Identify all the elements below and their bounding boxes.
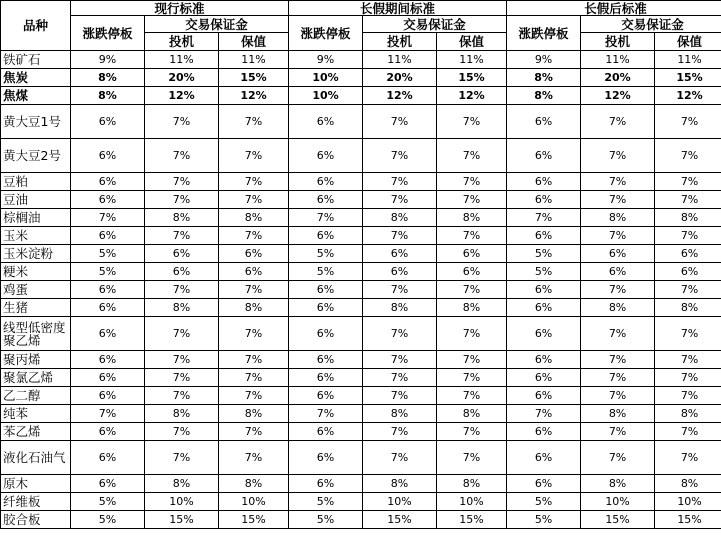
cell-limit-after: 6% (507, 191, 581, 209)
table-row (1, 227, 721, 245)
table-row (1, 405, 721, 423)
header-spec-after: 投机 (581, 33, 655, 51)
cell-limit-after: 8% (507, 87, 581, 105)
product-name: 液化石油气 (1, 441, 71, 475)
cell-limit-holiday: 7% (289, 209, 363, 227)
cell-spec-current: 10% (145, 493, 219, 511)
cell-spec-after: 7% (581, 369, 655, 387)
cell-hedge-after: 7% (655, 387, 721, 405)
cell-limit-holiday: 10% (289, 87, 363, 105)
table-row (1, 511, 721, 529)
cell-limit-after: 6% (507, 441, 581, 475)
cell-hedge-holiday: 7% (437, 227, 507, 245)
header-group-holiday: 长假期间标准 (289, 1, 507, 16)
cell-hedge-holiday: 8% (437, 405, 507, 423)
table-row (1, 87, 721, 105)
cell-limit-current: 6% (71, 191, 145, 209)
cell-spec-current: 7% (145, 317, 219, 351)
cell-spec-current: 6% (145, 263, 219, 281)
header-spec-holiday: 投机 (363, 33, 437, 51)
cell-limit-holiday: 5% (289, 245, 363, 263)
cell-spec-after: 6% (581, 263, 655, 281)
cell-hedge-holiday: 7% (437, 351, 507, 369)
cell-spec-after: 11% (581, 51, 655, 69)
cell-spec-after: 7% (581, 227, 655, 245)
cell-hedge-current: 7% (219, 139, 289, 173)
cell-limit-holiday: 6% (289, 369, 363, 387)
cell-limit-current: 9% (71, 51, 145, 69)
cell-hedge-after: 15% (655, 511, 721, 529)
cell-limit-holiday: 6% (289, 475, 363, 493)
cell-spec-after: 8% (581, 405, 655, 423)
cell-hedge-after: 6% (655, 245, 721, 263)
table-row (1, 475, 721, 493)
cell-spec-holiday: 7% (363, 369, 437, 387)
cell-hedge-holiday: 7% (437, 105, 507, 139)
cell-limit-current: 5% (71, 511, 145, 529)
cell-limit-holiday: 6% (289, 317, 363, 351)
cell-limit-after: 6% (507, 387, 581, 405)
header-margin-holiday: 交易保证金 (363, 16, 507, 33)
cell-limit-after: 6% (507, 299, 581, 317)
table-row (1, 317, 721, 351)
cell-hedge-after: 7% (655, 227, 721, 245)
cell-spec-holiday: 7% (363, 317, 437, 351)
cell-hedge-current: 7% (219, 387, 289, 405)
cell-hedge-current: 7% (219, 173, 289, 191)
cell-limit-current: 6% (71, 173, 145, 191)
cell-hedge-current: 7% (219, 369, 289, 387)
table-row (1, 423, 721, 441)
cell-spec-holiday: 7% (363, 227, 437, 245)
cell-spec-current: 11% (145, 51, 219, 69)
table-row (1, 441, 721, 475)
cell-hedge-current: 6% (219, 245, 289, 263)
cell-hedge-after: 7% (655, 105, 721, 139)
cell-limit-after: 5% (507, 511, 581, 529)
cell-spec-current: 7% (145, 387, 219, 405)
cell-limit-current: 6% (71, 299, 145, 317)
cell-spec-holiday: 6% (363, 245, 437, 263)
cell-hedge-holiday: 15% (437, 69, 507, 87)
cell-hedge-after: 8% (655, 475, 721, 493)
cell-limit-holiday: 6% (289, 139, 363, 173)
cell-limit-after: 7% (507, 405, 581, 423)
cell-spec-after: 12% (581, 87, 655, 105)
cell-hedge-after: 11% (655, 51, 721, 69)
table-row (1, 263, 721, 281)
cell-hedge-holiday: 8% (437, 299, 507, 317)
cell-hedge-after: 7% (655, 351, 721, 369)
cell-limit-holiday: 5% (289, 493, 363, 511)
header-product: 品种 (1, 1, 71, 51)
cell-spec-after: 7% (581, 173, 655, 191)
cell-spec-current: 8% (145, 209, 219, 227)
cell-spec-holiday: 7% (363, 423, 437, 441)
cell-hedge-holiday: 12% (437, 87, 507, 105)
cell-limit-holiday: 5% (289, 511, 363, 529)
cell-hedge-holiday: 7% (437, 387, 507, 405)
cell-limit-after: 6% (507, 369, 581, 387)
header-hedge-current: 保值 (219, 33, 289, 51)
cell-hedge-holiday: 7% (437, 369, 507, 387)
cell-spec-holiday: 7% (363, 173, 437, 191)
table-row (1, 281, 721, 299)
header-margin-current: 交易保证金 (145, 16, 289, 33)
cell-spec-current: 8% (145, 405, 219, 423)
cell-limit-current: 6% (71, 369, 145, 387)
cell-hedge-holiday: 7% (437, 317, 507, 351)
product-name: 豆粕 (1, 173, 71, 191)
table-row (1, 51, 721, 69)
cell-limit-current: 5% (71, 493, 145, 511)
product-name: 生猪 (1, 299, 71, 317)
cell-hedge-after: 7% (655, 281, 721, 299)
cell-spec-after: 15% (581, 511, 655, 529)
cell-hedge-holiday: 11% (437, 51, 507, 69)
cell-spec-after: 7% (581, 441, 655, 475)
header-group-after: 长假后标准 (507, 1, 721, 16)
header-hedge-holiday: 保值 (437, 33, 507, 51)
cell-spec-current: 8% (145, 299, 219, 317)
cell-spec-after: 7% (581, 191, 655, 209)
header-limit-current: 涨跌停板 (71, 16, 145, 51)
product-name: 聚氯乙烯 (1, 369, 71, 387)
product-name: 焦炭 (1, 69, 71, 87)
cell-limit-holiday: 6% (289, 227, 363, 245)
cell-hedge-current: 15% (219, 69, 289, 87)
cell-limit-holiday: 6% (289, 173, 363, 191)
product-name: 铁矿石 (1, 51, 71, 69)
table-row (1, 105, 721, 139)
cell-spec-holiday: 7% (363, 139, 437, 173)
cell-spec-current: 7% (145, 139, 219, 173)
header-group-current: 现行标准 (71, 1, 289, 16)
cell-hedge-after: 8% (655, 299, 721, 317)
cell-hedge-current: 7% (219, 423, 289, 441)
cell-spec-current: 7% (145, 105, 219, 139)
product-name: 玉米 (1, 227, 71, 245)
cell-limit-current: 7% (71, 209, 145, 227)
cell-limit-after: 6% (507, 475, 581, 493)
cell-limit-holiday: 10% (289, 69, 363, 87)
cell-spec-current: 7% (145, 281, 219, 299)
cell-hedge-after: 8% (655, 209, 721, 227)
cell-hedge-current: 8% (219, 405, 289, 423)
cell-spec-holiday: 10% (363, 493, 437, 511)
header-hedge-after: 保值 (655, 33, 721, 51)
cell-hedge-current: 7% (219, 191, 289, 209)
product-name: 黄大豆1号 (1, 105, 71, 139)
cell-hedge-after: 7% (655, 139, 721, 173)
cell-limit-current: 5% (71, 263, 145, 281)
cell-spec-after: 8% (581, 209, 655, 227)
cell-spec-current: 8% (145, 475, 219, 493)
cell-spec-after: 8% (581, 299, 655, 317)
product-name: 鸡蛋 (1, 281, 71, 299)
cell-limit-after: 6% (507, 281, 581, 299)
cell-limit-current: 6% (71, 281, 145, 299)
cell-spec-after: 7% (581, 387, 655, 405)
cell-limit-holiday: 6% (289, 441, 363, 475)
cell-limit-holiday: 5% (289, 263, 363, 281)
table-row (1, 173, 721, 191)
cell-hedge-current: 12% (219, 87, 289, 105)
cell-limit-after: 5% (507, 263, 581, 281)
table-row (1, 387, 721, 405)
cell-hedge-after: 7% (655, 441, 721, 475)
cell-spec-current: 7% (145, 423, 219, 441)
cell-hedge-current: 7% (219, 105, 289, 139)
cell-hedge-current: 8% (219, 209, 289, 227)
cell-hedge-current: 8% (219, 299, 289, 317)
cell-spec-holiday: 11% (363, 51, 437, 69)
cell-limit-current: 6% (71, 475, 145, 493)
header-margin-after: 交易保证金 (581, 16, 721, 33)
cell-spec-holiday: 12% (363, 87, 437, 105)
cell-limit-after: 6% (507, 317, 581, 351)
cell-limit-holiday: 9% (289, 51, 363, 69)
cell-hedge-current: 6% (219, 263, 289, 281)
cell-spec-after: 10% (581, 493, 655, 511)
product-name: 聚丙烯 (1, 351, 71, 369)
cell-spec-current: 15% (145, 511, 219, 529)
cell-hedge-holiday: 6% (437, 245, 507, 263)
cell-limit-current: 5% (71, 245, 145, 263)
cell-hedge-after: 6% (655, 263, 721, 281)
cell-spec-after: 20% (581, 69, 655, 87)
cell-hedge-current: 8% (219, 475, 289, 493)
table-row (1, 209, 721, 227)
cell-spec-after: 7% (581, 423, 655, 441)
cell-limit-holiday: 6% (289, 191, 363, 209)
table-row (1, 69, 721, 87)
cell-hedge-holiday: 8% (437, 475, 507, 493)
cell-limit-after: 6% (507, 227, 581, 245)
header-limit-holiday: 涨跌停板 (289, 16, 363, 51)
cell-hedge-after: 7% (655, 173, 721, 191)
cell-limit-after: 6% (507, 423, 581, 441)
cell-limit-current: 8% (71, 87, 145, 105)
cell-hedge-holiday: 7% (437, 441, 507, 475)
cell-hedge-holiday: 7% (437, 423, 507, 441)
cell-spec-after: 7% (581, 351, 655, 369)
product-name: 苯乙烯 (1, 423, 71, 441)
cell-spec-holiday: 8% (363, 299, 437, 317)
cell-spec-holiday: 7% (363, 191, 437, 209)
cell-hedge-after: 7% (655, 191, 721, 209)
cell-hedge-after: 12% (655, 87, 721, 105)
cell-limit-holiday: 6% (289, 387, 363, 405)
cell-spec-current: 6% (145, 245, 219, 263)
cell-hedge-holiday: 10% (437, 493, 507, 511)
cell-spec-holiday: 15% (363, 511, 437, 529)
cell-limit-current: 6% (71, 105, 145, 139)
cell-spec-current: 7% (145, 173, 219, 191)
cell-hedge-holiday: 7% (437, 139, 507, 173)
cell-spec-after: 7% (581, 105, 655, 139)
cell-limit-current: 6% (71, 351, 145, 369)
cell-hedge-holiday: 15% (437, 511, 507, 529)
cell-limit-holiday: 6% (289, 105, 363, 139)
cell-limit-holiday: 6% (289, 423, 363, 441)
cell-hedge-after: 7% (655, 317, 721, 351)
product-name: 原木 (1, 475, 71, 493)
cell-spec-holiday: 7% (363, 441, 437, 475)
cell-limit-after: 6% (507, 173, 581, 191)
cell-limit-current: 7% (71, 405, 145, 423)
table-row (1, 139, 721, 173)
product-name: 纤维板 (1, 493, 71, 511)
cell-spec-holiday: 7% (363, 387, 437, 405)
cell-limit-after: 7% (507, 209, 581, 227)
cell-limit-current: 6% (71, 227, 145, 245)
cell-spec-current: 7% (145, 441, 219, 475)
table-row (1, 493, 721, 511)
cell-hedge-current: 7% (219, 317, 289, 351)
product-name: 玉米淀粉 (1, 245, 71, 263)
cell-spec-holiday: 7% (363, 351, 437, 369)
table-row (1, 191, 721, 209)
table-row (1, 245, 721, 263)
cell-hedge-after: 7% (655, 369, 721, 387)
cell-limit-current: 6% (71, 317, 145, 351)
cell-spec-current: 12% (145, 87, 219, 105)
cell-limit-after: 6% (507, 351, 581, 369)
product-name: 乙二醇 (1, 387, 71, 405)
product-name: 焦煤 (1, 87, 71, 105)
table-row (1, 299, 721, 317)
cell-spec-holiday: 8% (363, 209, 437, 227)
cell-hedge-current: 11% (219, 51, 289, 69)
cell-spec-after: 7% (581, 317, 655, 351)
cell-spec-holiday: 7% (363, 281, 437, 299)
product-name: 纯苯 (1, 405, 71, 423)
header-limit-after: 涨跌停板 (507, 16, 581, 51)
cell-hedge-current: 7% (219, 281, 289, 299)
cell-limit-holiday: 7% (289, 405, 363, 423)
cell-hedge-current: 7% (219, 351, 289, 369)
cell-hedge-holiday: 7% (437, 281, 507, 299)
cell-spec-holiday: 8% (363, 475, 437, 493)
cell-hedge-current: 7% (219, 227, 289, 245)
cell-limit-after: 9% (507, 51, 581, 69)
cell-limit-after: 6% (507, 139, 581, 173)
cell-limit-holiday: 6% (289, 299, 363, 317)
cell-hedge-after: 15% (655, 69, 721, 87)
product-name: 黄大豆2号 (1, 139, 71, 173)
cell-spec-holiday: 7% (363, 105, 437, 139)
product-name: 棕榈油 (1, 209, 71, 227)
cell-limit-after: 5% (507, 245, 581, 263)
cell-spec-after: 7% (581, 139, 655, 173)
cell-hedge-after: 8% (655, 405, 721, 423)
header-spec-current: 投机 (145, 33, 219, 51)
table-row (1, 369, 721, 387)
table-row (1, 351, 721, 369)
cell-spec-after: 8% (581, 475, 655, 493)
cell-hedge-current: 15% (219, 511, 289, 529)
cell-spec-holiday: 6% (363, 263, 437, 281)
cell-spec-current: 7% (145, 351, 219, 369)
cell-hedge-holiday: 7% (437, 191, 507, 209)
product-name: 粳米 (1, 263, 71, 281)
product-name: 胶合板 (1, 511, 71, 529)
cell-limit-current: 6% (71, 387, 145, 405)
cell-spec-current: 7% (145, 369, 219, 387)
cell-hedge-current: 10% (219, 493, 289, 511)
cell-spec-holiday: 20% (363, 69, 437, 87)
cell-hedge-after: 7% (655, 423, 721, 441)
cell-spec-current: 7% (145, 227, 219, 245)
cell-spec-after: 6% (581, 245, 655, 263)
table-body (1, 51, 721, 529)
cell-spec-holiday: 8% (363, 405, 437, 423)
product-name: 豆油 (1, 191, 71, 209)
product-name: 线型低密度聚乙烯 (1, 317, 71, 351)
cell-hedge-holiday: 8% (437, 209, 507, 227)
cell-hedge-holiday: 6% (437, 263, 507, 281)
cell-limit-holiday: 6% (289, 281, 363, 299)
cell-limit-current: 8% (71, 69, 145, 87)
cell-hedge-after: 10% (655, 493, 721, 511)
cell-spec-current: 7% (145, 191, 219, 209)
cell-limit-after: 5% (507, 493, 581, 511)
cell-limit-after: 6% (507, 105, 581, 139)
cell-limit-current: 6% (71, 423, 145, 441)
cell-hedge-holiday: 7% (437, 173, 507, 191)
cell-spec-after: 7% (581, 281, 655, 299)
cell-limit-current: 6% (71, 441, 145, 475)
cell-limit-current: 6% (71, 139, 145, 173)
cell-limit-holiday: 6% (289, 351, 363, 369)
cell-hedge-current: 7% (219, 441, 289, 475)
cell-limit-after: 8% (507, 69, 581, 87)
cell-spec-current: 20% (145, 69, 219, 87)
